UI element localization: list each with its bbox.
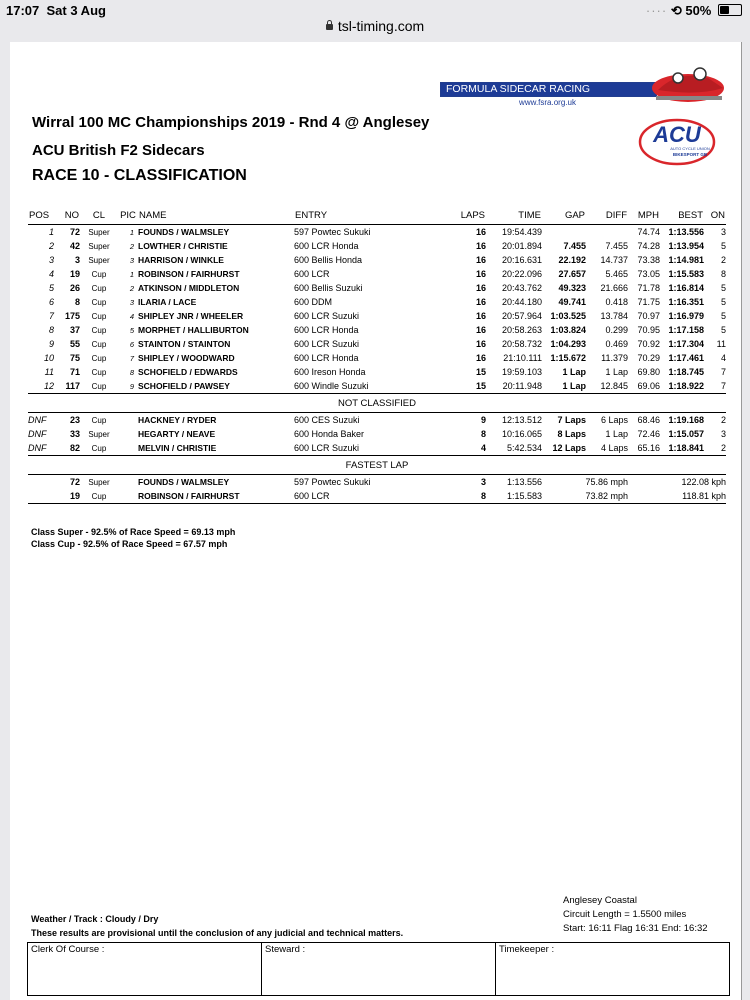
col-laps: LAPS (454, 206, 486, 225)
circuit-name: Anglesey Coastal (563, 895, 637, 906)
time-cell: 19:59.103 (501, 367, 542, 377)
class-cell: Cup (91, 269, 107, 279)
entry-cell: 600 LCR Honda (294, 353, 359, 363)
name-cell: SCHOFIELD / EDWARDS (138, 367, 238, 377)
pos-cell: DNF (28, 443, 47, 453)
pos-cell: 6 (48, 297, 54, 307)
col-on: ON (704, 206, 726, 225)
diff-cell: 0.469 (605, 339, 628, 349)
entry-cell: 600 LCR (294, 491, 330, 501)
speed-cell: 75.86 mph (585, 477, 628, 487)
laps-cell: 16 (475, 283, 486, 293)
class-cell: Super (88, 429, 110, 439)
number-cell: 3 (74, 255, 80, 265)
name-cell: STAINTON / STAINTON (138, 339, 231, 349)
fastest-lap-row (28, 489, 728, 504)
table-row (28, 413, 728, 428)
col-time: TIME (486, 206, 542, 225)
best-cell: 1:18.922 (668, 381, 704, 391)
number-cell: 72 (69, 477, 80, 487)
rotation-lock-icon: ⟲ (670, 3, 682, 18)
svg-text:AUTO CYCLE UNION: AUTO CYCLE UNION (670, 146, 710, 151)
weather-text: Weather / Track : Cloudy / Dry (31, 914, 159, 924)
entry-cell: 600 LCR Suzuki (294, 443, 360, 453)
best-cell: 1:17.304 (668, 339, 704, 349)
number-cell: 23 (69, 415, 80, 425)
pic-cell (118, 427, 138, 441)
diff-cell: 21.666 (600, 283, 628, 293)
col-pic: PIC (118, 206, 138, 225)
svg-text:ACU: ACU (653, 122, 701, 147)
class-cell: Super (88, 255, 110, 265)
entry-cell: 600 Windle Suzuki (294, 381, 369, 391)
class-cell: Cup (91, 415, 107, 425)
pos-cell: 1 (48, 227, 54, 237)
table-row (28, 365, 728, 379)
best-cell: 1:14.981 (668, 255, 704, 265)
pos-cell: 4 (48, 269, 54, 279)
time-cell: 20:16.631 (501, 255, 542, 265)
entry-cell: 597 Powtec Sukuki (294, 477, 371, 487)
pos-cell: 2 (48, 241, 54, 251)
best-cell: 1:16.979 (668, 311, 704, 321)
best-cell: 1:17.158 (668, 325, 704, 335)
provisional-text: These results are provisional until the conclusion of any judicial and technical matters. (31, 928, 404, 938)
pos-cell: 10 (43, 353, 54, 363)
battery-icon (718, 4, 742, 16)
pic-cell: 3 (129, 297, 134, 307)
table-row (28, 379, 728, 394)
circuit-length: Circuit Length = 1.5500 miles (563, 909, 687, 920)
table-row (28, 295, 728, 309)
gap-cell: 8 Laps (557, 429, 586, 439)
pic-cell (118, 489, 138, 504)
name-cell: SHIPLEY / WOODWARD (138, 353, 235, 363)
spacer-cell (628, 475, 660, 490)
mph-cell: 68.46 (637, 415, 660, 425)
fastest-lap-row (28, 475, 728, 490)
gap-cell: 1:15.672 (550, 353, 586, 363)
pos-cell: DNF (28, 429, 47, 439)
class-title: ACU British F2 Sidecars (32, 142, 205, 159)
time-cell: 5:42.534 (506, 443, 542, 453)
number-cell: 55 (69, 339, 80, 349)
speed-cell: 73.82 mph (585, 491, 628, 501)
number-cell: 72 (69, 227, 80, 237)
time-cell: 20:43.762 (501, 283, 542, 293)
gap-cell: 1 Lap (562, 381, 586, 391)
svg-text:BIKESPORT GB: BIKESPORT GB (672, 152, 708, 157)
on-cell: 7 (720, 367, 726, 377)
pos-cell: 11 (44, 367, 54, 377)
diff-cell: 7.455 (605, 241, 628, 251)
number-cell: 82 (69, 443, 80, 453)
col-best: BEST (660, 206, 704, 225)
sidecar-logo-icon (648, 60, 728, 110)
name-cell: HEGARTY / NEAVE (138, 429, 216, 439)
steward: Steward : (262, 943, 496, 995)
name-cell: ROBINSON / FAIRHURST (138, 269, 240, 279)
lap-cell: 3 (480, 477, 486, 487)
class-cell: Cup (91, 325, 107, 335)
mph-cell: 71.75 (637, 297, 660, 307)
best-cell: 1:13.954 (668, 241, 704, 251)
class-cell: Cup (91, 297, 107, 307)
name-cell: ROBINSON / FAIRHURST (138, 491, 240, 501)
laps-cell: 16 (475, 297, 486, 307)
on-cell: 5 (720, 297, 726, 307)
gap-cell: 1:04.293 (550, 339, 586, 349)
col-cl: CL (80, 206, 118, 225)
diff-cell (586, 225, 628, 240)
best-cell: 1:18.841 (668, 443, 704, 453)
status-date: Sat 3 Aug (46, 3, 106, 18)
diff-cell: 1 Lap (605, 367, 628, 377)
gap-cell: 7 Laps (557, 415, 586, 425)
mph-cell: 72.46 (637, 429, 660, 439)
col-pos: POS (28, 206, 54, 225)
name-cell: ATKINSON / MIDDLETON (138, 283, 240, 293)
gap-cell: 27.657 (558, 269, 586, 279)
acu-logo (638, 118, 716, 166)
mph-cell: 69.80 (637, 367, 660, 377)
col-entry: ENTRY (294, 206, 454, 225)
pic-cell (118, 475, 138, 490)
best-cell: 1:16.351 (668, 297, 704, 307)
entry-cell: 600 LCR Suzuki (294, 311, 360, 321)
pic-cell: 9 (129, 381, 134, 391)
pic-cell: 8 (129, 367, 134, 377)
mph-cell: 73.05 (637, 269, 660, 279)
time-cell: 21:10.111 (503, 353, 542, 363)
entry-cell: 600 Bellis Honda (294, 255, 363, 265)
mph-cell: 70.92 (637, 339, 660, 349)
time-cell: 19:54.439 (501, 227, 542, 237)
entry-cell: 600 LCR Honda (294, 325, 359, 335)
on-cell: 5 (720, 283, 726, 293)
fsra-name: FORMULA SIDECAR RACING ASSOCIATION (440, 82, 657, 97)
col-diff: DIFF (586, 206, 628, 225)
class-cell: Cup (91, 353, 107, 363)
on-cell: 8 (720, 269, 726, 279)
name-cell: SHIPLEY JNR / WHEELER (138, 311, 244, 321)
mph-cell: 65.16 (637, 443, 660, 453)
entry-cell: 597 Powtec Sukuki (294, 227, 371, 237)
class-cup-note: Class Cup - 92.5% of Race Speed = 67.57 mph (31, 539, 228, 549)
gap-cell: 12 Laps (552, 443, 586, 453)
time-cell: 20:58.263 (501, 325, 542, 335)
number-cell: 19 (69, 269, 80, 279)
class-cell: Cup (91, 367, 107, 377)
url-text: tsl-timing.com (337, 18, 425, 34)
table-header (28, 206, 728, 225)
battery-percent: 50% (685, 3, 712, 18)
url-bar[interactable] (0, 18, 750, 40)
name-cell: ILARIA / LACE (138, 297, 197, 307)
diff-cell: 11.379 (601, 353, 628, 363)
laps-cell: 16 (475, 241, 486, 251)
lap-cell: 8 (480, 491, 486, 501)
on-cell: 11 (716, 339, 726, 349)
entry-cell: 600 LCR Suzuki (294, 339, 360, 349)
cellular-dots-icon: ···· (645, 3, 668, 18)
table-row (28, 267, 728, 281)
time-cell: 20:11.948 (502, 381, 542, 391)
time-cell: 20:44.180 (501, 297, 542, 307)
number-cell: 42 (69, 241, 80, 251)
number-cell: 75 (69, 353, 80, 363)
table-row (28, 253, 728, 267)
name-cell: HARRISON / WINKLE (138, 255, 224, 265)
time-cell: 20:01.894 (501, 241, 542, 251)
table-row (28, 225, 728, 240)
table-end-line (28, 504, 726, 507)
laps-cell: 16 (475, 353, 486, 363)
pic-cell: 7 (129, 353, 134, 363)
gap-cell: 1:03.824 (550, 325, 586, 335)
signature-box (27, 942, 730, 996)
entry-cell: 600 CES Suzuki (294, 415, 360, 425)
pic-cell: 5 (129, 325, 134, 335)
pos-cell: 7 (48, 311, 54, 321)
number-cell: 8 (74, 297, 80, 307)
gap-cell (542, 225, 586, 240)
gap-cell: 1 Lap (562, 367, 586, 377)
results-table (28, 206, 728, 506)
mph-cell: 74.74 (637, 227, 660, 237)
on-cell: 3 (720, 227, 726, 237)
status-time: 17:07 Sat 3 Aug (6, 3, 106, 18)
gap-cell: 7.455 (563, 241, 586, 251)
entry-cell: 600 LCR (294, 269, 330, 279)
number-cell: 175 (64, 311, 80, 321)
on-cell: 3 (720, 429, 726, 439)
best-cell: 1:15.057 (668, 429, 704, 439)
entry-cell: 600 Ireson Honda (294, 367, 366, 377)
class-cell: Super (88, 241, 110, 251)
kph-cell: 122.08 kph (681, 477, 726, 487)
table-row (28, 239, 728, 253)
name-cell: LOWTHER / CHRISTIE (138, 241, 228, 251)
entry-cell: 600 DDM (294, 297, 333, 307)
status-right (646, 3, 742, 19)
diff-cell: 13.784 (600, 311, 628, 321)
pos-cell: 3 (48, 255, 54, 265)
number-cell: 37 (69, 325, 80, 335)
best-cell: 1:15.583 (668, 269, 704, 279)
on-cell: 7 (720, 381, 726, 391)
on-cell: 2 (720, 255, 726, 265)
pic-cell (118, 413, 138, 428)
name-cell: FOUNDS / WALMSLEY (138, 227, 230, 237)
laps-cell: 16 (475, 269, 486, 279)
pos-cell (28, 475, 54, 490)
spacer-cell (726, 489, 728, 504)
race-timing: Start: 16:11 Flag 16:31 End: 16:32 (563, 923, 708, 934)
pos-cell: 12 (43, 381, 54, 391)
kph-cell: 118.81 kph (682, 491, 726, 501)
entry-cell: 600 Honda Baker (294, 429, 365, 439)
class-cell: Cup (91, 283, 107, 293)
pos-cell: 5 (48, 283, 54, 293)
number-cell: 117 (65, 381, 80, 391)
best-cell: 1:18.745 (668, 367, 704, 377)
fsra-logo (440, 82, 657, 107)
diff-cell: 0.418 (605, 297, 628, 307)
col-no: NO (54, 206, 80, 225)
mph-cell: 70.95 (637, 325, 660, 335)
pic-cell: 6 (129, 339, 134, 349)
on-cell: 2 (720, 443, 726, 453)
event-title: Wirral 100 MC Championships 2019 - Rnd 4 @ Anglesey (32, 114, 430, 131)
class-notes (31, 526, 235, 550)
on-cell: 5 (720, 325, 726, 335)
timekeeper: Timekeeper : (499, 944, 555, 955)
mph-cell: 71.78 (637, 283, 660, 293)
fsra-url: www.fsra.org.uk (519, 98, 576, 107)
pic-cell: 3 (129, 255, 134, 265)
laps-cell: 16 (475, 325, 486, 335)
laps-cell: 8 (480, 429, 486, 439)
entry-cell: 600 Bellis Suzuki (294, 283, 363, 293)
gap-cell: 1:03.525 (550, 311, 586, 321)
diff-cell: 4 Laps (600, 443, 628, 453)
time-cell: 20:22.096 (501, 269, 542, 279)
best-cell: 1:13.556 (668, 227, 704, 237)
laps-cell: 9 (480, 415, 486, 425)
pos-cell: DNF (28, 415, 47, 425)
table-row (28, 323, 728, 337)
table-row (28, 427, 728, 441)
entry-cell: 600 LCR Honda (294, 241, 359, 251)
diff-cell: 0.299 (605, 325, 628, 335)
status-bar (0, 0, 750, 20)
class-cell: Cup (91, 443, 107, 453)
name-cell: HACKNEY / RYDER (138, 415, 217, 425)
table-row (28, 309, 728, 323)
mph-cell: 73.38 (637, 255, 660, 265)
table-end (28, 504, 728, 507)
time-cell: 10:16.065 (501, 429, 542, 439)
laps-cell: 15 (475, 367, 486, 377)
class-cell: Super (88, 227, 110, 237)
time-cell: 12:13.512 (501, 415, 542, 425)
number-cell: 71 (69, 367, 80, 377)
laps-cell: 4 (480, 443, 486, 453)
best-cell: 1:16.814 (668, 283, 704, 293)
on-cell: 5 (720, 311, 726, 321)
laps-cell: 15 (475, 381, 486, 391)
pic-cell: 2 (129, 283, 134, 293)
pic-cell (118, 441, 138, 456)
table-row (28, 281, 728, 295)
table-row (28, 337, 728, 351)
fastest-lap-label: FASTEST LAP (28, 456, 726, 475)
pic-cell: 2 (129, 241, 134, 251)
on-cell: 5 (720, 241, 726, 251)
diff-cell: 12.845 (600, 381, 628, 391)
diff-cell: 6 Laps (600, 415, 628, 425)
class-cell: Cup (91, 339, 107, 349)
name-cell: MORPHET / HALLIBURTON (138, 325, 249, 335)
section-not-classified (28, 394, 728, 413)
name-cell: FOUNDS / WALMSLEY (138, 477, 230, 487)
lock-icon (326, 24, 333, 30)
class-cell: Cup (91, 491, 107, 501)
spacer-cell (726, 475, 728, 490)
document-page (10, 42, 742, 1000)
laps-cell: 16 (475, 311, 486, 321)
best-cell: 1:19.168 (668, 415, 704, 425)
pic-cell: 4 (129, 311, 134, 321)
best-cell: 1:17.461 (668, 353, 704, 363)
diff-cell: 5.465 (605, 269, 628, 279)
col-gap: GAP (542, 206, 586, 225)
on-cell: 2 (720, 415, 726, 425)
name-cell: SCHOFIELD / PAWSEY (138, 381, 230, 391)
col-mph: MPH (628, 206, 660, 225)
pic-cell: 1 (129, 227, 134, 237)
class-cell: Cup (91, 311, 107, 321)
name-cell: MELVIN / CHRISTIE (138, 443, 217, 453)
laps-cell: 16 (475, 255, 486, 265)
circuit-info (563, 894, 708, 936)
time-cell: 20:58.732 (501, 339, 542, 349)
on-cell: 4 (720, 353, 726, 363)
table-row (28, 351, 728, 365)
time-cell: 20:57.964 (501, 311, 542, 321)
pic-cell: 1 (129, 269, 134, 279)
class-super-note: Class Super - 92.5% of Race Speed = 69.13 mph (31, 527, 236, 537)
col-name: NAME (138, 206, 294, 225)
mph-cell: 74.28 (637, 241, 660, 251)
class-cell: Super (88, 477, 110, 487)
not-classified-label: NOT CLASSIFIED (28, 394, 726, 413)
spacer-cell (628, 489, 660, 504)
clerk-of-course: Clerk Of Course : (28, 943, 262, 995)
laps-cell: 16 (475, 339, 486, 349)
number-cell: 33 (69, 429, 80, 439)
section-fastest-lap (28, 456, 728, 475)
time-cell: 1:15.583 (506, 491, 542, 501)
number-cell: 26 (69, 283, 80, 293)
gap-cell: 22.192 (558, 255, 586, 265)
table-row (28, 441, 728, 456)
diff-cell: 14.737 (600, 255, 628, 265)
diff-cell: 1 Lap (605, 429, 628, 439)
gap-cell: 49.741 (558, 297, 586, 307)
mph-cell: 70.29 (637, 353, 660, 363)
pos-cell (28, 489, 54, 504)
gap-cell: 49.323 (558, 283, 586, 293)
mph-cell: 69.06 (637, 381, 660, 391)
mph-cell: 70.97 (637, 311, 660, 321)
pos-cell: 8 (48, 325, 54, 335)
number-cell: 19 (69, 491, 80, 501)
class-cell: Cup (91, 381, 107, 391)
laps-cell: 16 (475, 227, 486, 237)
time-cell: 1:13.556 (506, 477, 542, 487)
race-title: RACE 10 - CLASSIFICATION (32, 167, 247, 184)
pos-cell: 9 (48, 339, 54, 349)
